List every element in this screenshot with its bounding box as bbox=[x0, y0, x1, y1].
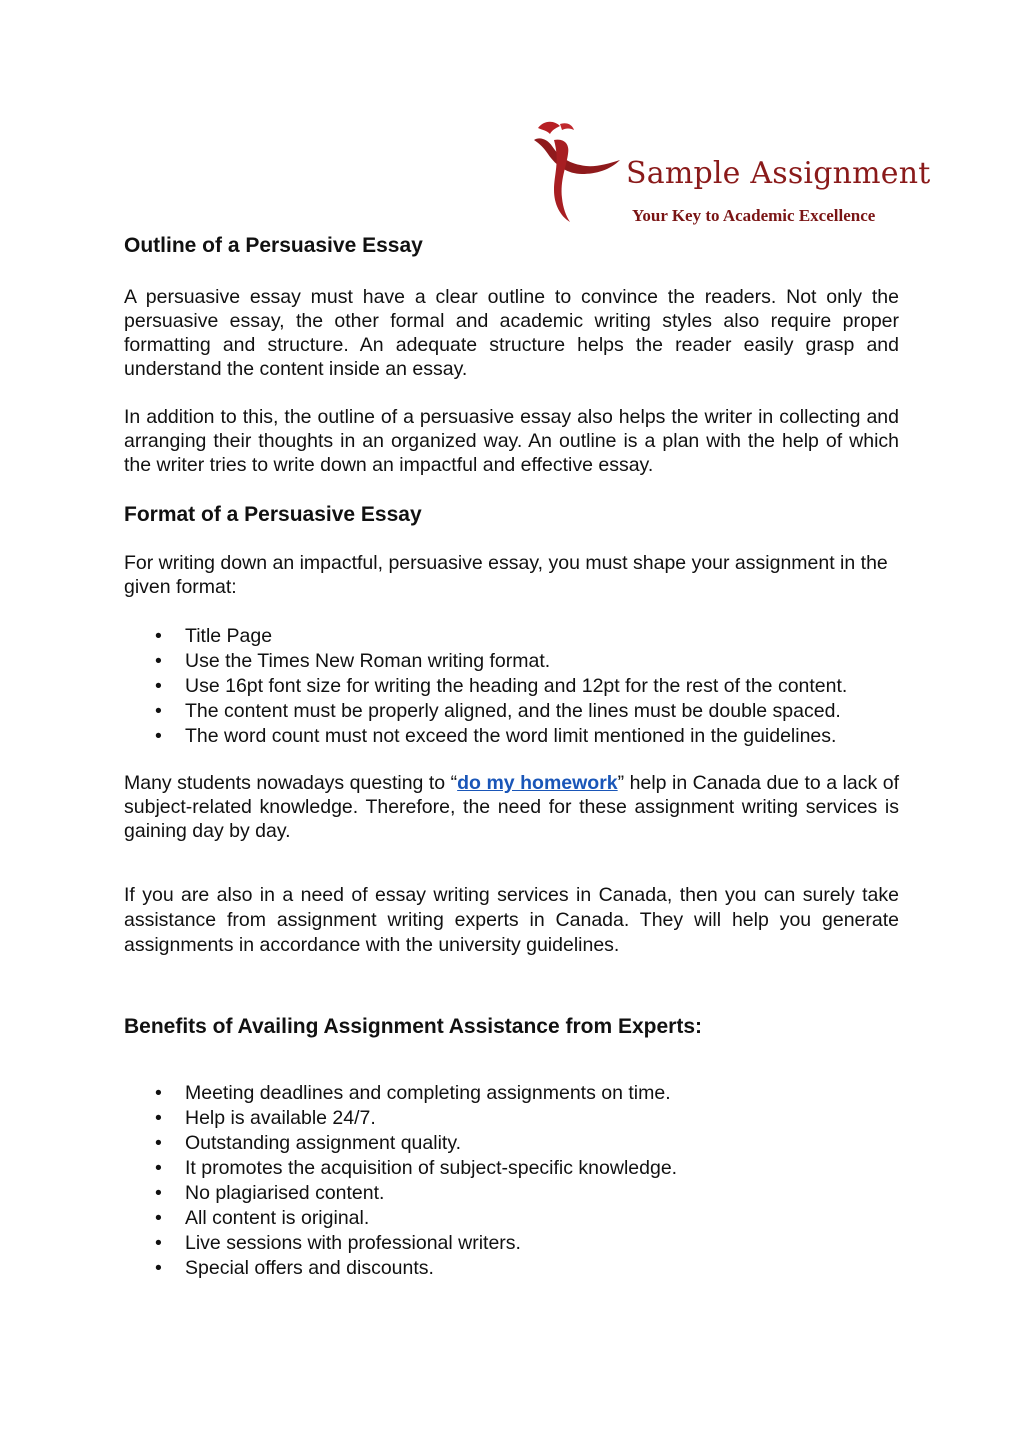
list-item: • Special offers and discounts. bbox=[155, 1257, 434, 1279]
list-item: • Use 16pt font size for writing the heading and 12pt for the rest of the content. bbox=[155, 675, 848, 697]
list-item: • Help is available 24/7. bbox=[155, 1107, 376, 1129]
do-my-homework-link[interactable]: do my homework bbox=[457, 772, 618, 794]
bullet-icon: • bbox=[155, 1232, 162, 1254]
list-item: • Meeting deadlines and completing assignments on time. bbox=[155, 1082, 671, 1104]
paragraph-outline-2: In addition to this, the outline of a persuasive essay also helps the writer in collecting and arranging their thoughts in an organized way. An outline is a plan with the help of which the writer tries to write down an impactful and effective essay. bbox=[124, 406, 899, 476]
paragraph-services: If you are also in a need of essay writing services in Canada, then you can surely take assistance from assignment writing experts in Canada. They will help you generate assignments in accordance with the university guidelines. bbox=[124, 884, 899, 956]
bullet-icon: • bbox=[155, 1207, 162, 1229]
bullet-icon: • bbox=[155, 1157, 162, 1179]
bullet-icon: • bbox=[155, 1082, 162, 1104]
bullet-icon: • bbox=[155, 650, 162, 672]
list-item: • It promotes the acquisition of subject-specific knowledge. bbox=[155, 1157, 678, 1179]
heading-outline: Outline of a Persuasive Essay bbox=[124, 234, 423, 257]
document-body bbox=[124, 232, 899, 1281]
list-item: • No plagiarised content. bbox=[155, 1182, 385, 1204]
bullet-icon: • bbox=[155, 675, 162, 697]
heading-format: Format of a Persuasive Essay bbox=[124, 503, 422, 526]
bullet-icon: • bbox=[155, 1182, 162, 1204]
bullet-icon: • bbox=[155, 1257, 162, 1279]
logo-name: Sample Assignment bbox=[626, 156, 931, 191]
benefits-list bbox=[124, 1081, 899, 1281]
list-item: • Outstanding assignment quality. bbox=[155, 1132, 462, 1154]
bullet-icon: • bbox=[155, 1132, 162, 1154]
list-item: • The word count must not exceed the word limit mentioned in the guidelines. bbox=[155, 725, 837, 747]
list-item: • The content must be properly aligned, and the lines must be double spaced. bbox=[155, 700, 841, 722]
bullet-icon: • bbox=[155, 625, 162, 647]
list-item: • Live sessions with professional writers. bbox=[155, 1232, 521, 1254]
brand-logo bbox=[530, 118, 931, 230]
paragraph-format-intro: For writing down an impactful, persuasive essay, you must shape your assignment in the given format: bbox=[124, 552, 888, 598]
paragraph-students: Many students nowadays questing to “do my homework” help in Canada due to a lack of subject-related knowledge. Therefore, the need for these assignment writing services is gaining day by day. bbox=[124, 772, 899, 842]
bullet-icon: • bbox=[155, 700, 162, 722]
bullet-icon: • bbox=[155, 725, 162, 747]
list-item: • All content is original. bbox=[155, 1207, 370, 1229]
list-item: • Use the Times New Roman writing format. bbox=[155, 650, 551, 672]
format-list bbox=[124, 624, 899, 749]
logo-tagline: Your Key to Academic Excellence bbox=[632, 206, 876, 225]
paragraph-outline-1: A persuasive essay must have a clear outline to convince the readers. Not only the persuasive essay, the other formal and academic writing styles also require proper formatting and structure. An adequate structure helps the reader easily grasp and understand the content inside an essay. bbox=[124, 286, 899, 380]
list-item: • Title Page bbox=[155, 625, 273, 647]
heading-benefits: Benefits of Availing Assignment Assistance from Experts: bbox=[124, 1015, 703, 1038]
figure-emblem-icon bbox=[530, 118, 630, 223]
bullet-icon: • bbox=[155, 1107, 162, 1129]
